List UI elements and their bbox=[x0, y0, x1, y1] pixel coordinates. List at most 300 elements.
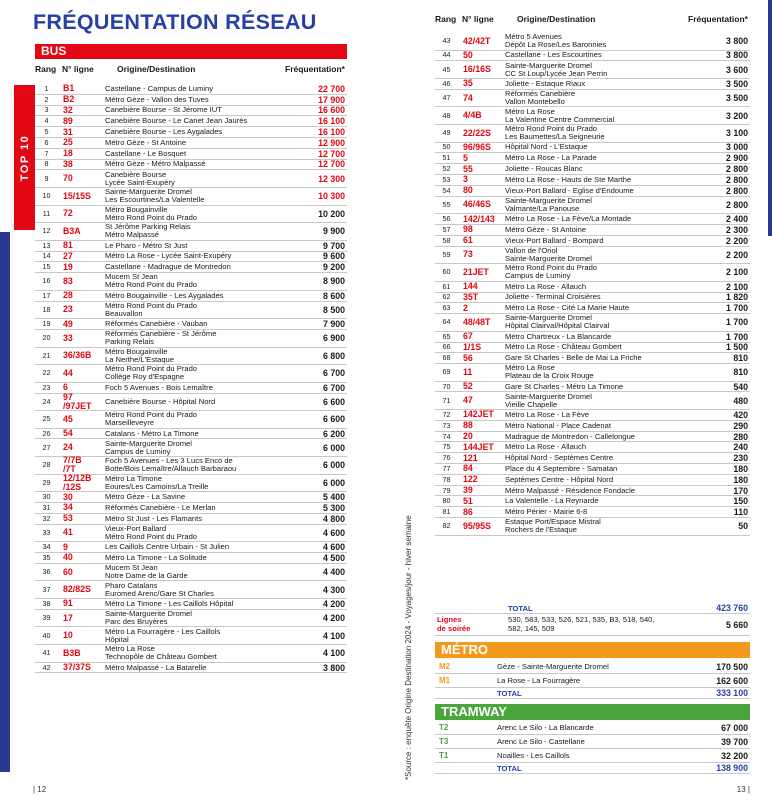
row-rank: 27 bbox=[42, 442, 51, 452]
row-origin-destination: Mucem St Jean Notre Dame de la Garde bbox=[105, 563, 188, 581]
row-rank: 53 bbox=[442, 174, 451, 184]
row-origin-destination: Sainte-Marguerite Dromel Les Escourtines/La Valentelle bbox=[105, 187, 205, 205]
soiree-value: 5 660 bbox=[725, 619, 748, 630]
table-row bbox=[35, 330, 347, 348]
row-rank: 45 bbox=[442, 64, 451, 74]
row-line-number: 88 bbox=[463, 420, 473, 431]
row-line-number: 142JET bbox=[463, 409, 494, 420]
row-frequentation: 12 300 bbox=[318, 173, 345, 184]
row-line-number: 53 bbox=[63, 513, 73, 524]
row-line-number: B2 bbox=[63, 94, 75, 105]
row-origin-destination: Métro La Rose - Hauts de Ste Marthe bbox=[505, 174, 632, 184]
row-frequentation: 230 bbox=[733, 453, 748, 464]
row-origin-destination: Métro Gèze - St Antoine bbox=[505, 224, 587, 234]
soiree-label: Lignes de soirée bbox=[437, 615, 471, 633]
row-frequentation: 6 900 bbox=[322, 333, 345, 344]
row-line-number: 33 bbox=[63, 332, 73, 343]
table-row bbox=[35, 492, 347, 503]
row-line-number: 1/1S bbox=[463, 341, 482, 352]
row-origin-destination: Madrague de Montredon - Callelongue bbox=[505, 431, 636, 441]
row-rank: 30 bbox=[42, 492, 51, 502]
row-origin-destination: Métro National - Place Cadenat bbox=[505, 420, 611, 430]
row-frequentation: 3 800 bbox=[725, 36, 748, 47]
row-frequentation: 3 800 bbox=[322, 662, 345, 673]
row-origin-destination: Joliette - Terminal Croisières bbox=[505, 292, 601, 302]
table-row bbox=[435, 421, 750, 432]
row-line-number: 15/15S bbox=[63, 190, 91, 201]
row-rank: 64 bbox=[442, 317, 451, 327]
row-frequentation: 2 900 bbox=[725, 153, 748, 164]
table-row bbox=[435, 410, 750, 421]
row-origin-destination: Castellane - Madrague de Montredon bbox=[105, 262, 231, 272]
row-frequentation: 1 700 bbox=[725, 331, 748, 342]
row-origin-destination: Sainte-Marguerite Dromel Hôpital Clairval/Hôpital Clairval bbox=[505, 313, 610, 331]
row-line-number: 20 bbox=[463, 431, 473, 442]
row-origin-destination: Les Caillols Centre Urbain - St Julien bbox=[105, 542, 230, 552]
row-origin-destination: Hôpital Nord - L'Estaque bbox=[505, 142, 588, 152]
soiree-lines: 530, 583, 533, 526, 521, 535, B3, 518, 540, 582, 145, 509 bbox=[508, 615, 655, 633]
row-rank: 35 bbox=[42, 552, 51, 562]
row-origin-destination: Vallon de l'Oriol Sainte-Marguerite Dromel bbox=[505, 245, 592, 263]
row-origin-destination: Métro St Just - Les Flamants bbox=[105, 513, 203, 523]
table-row bbox=[435, 107, 750, 125]
row-line-number: 144 bbox=[463, 281, 478, 292]
row-rank: 29 bbox=[42, 477, 51, 487]
row-line-number: 25 bbox=[63, 137, 73, 148]
row-origin-destination: Le Pharo - Métro St Just bbox=[105, 240, 188, 250]
row-frequentation: 810 bbox=[733, 353, 748, 364]
row-line-number: 27 bbox=[63, 250, 73, 261]
table-row bbox=[35, 170, 347, 188]
table-row bbox=[435, 197, 750, 215]
row-line-number: 40 bbox=[63, 552, 73, 563]
row-line-number: 95/95S bbox=[463, 520, 491, 531]
row-frequentation: 9 900 bbox=[322, 226, 345, 237]
row-line-number: 96/96S bbox=[463, 141, 491, 152]
table-row bbox=[435, 225, 750, 236]
total-label: TOTAL bbox=[497, 763, 522, 773]
row-origin-destination: Métro La Rose Technopôle de Château Gombert bbox=[105, 644, 217, 662]
table-row bbox=[35, 160, 347, 171]
row-frequentation: 162 600 bbox=[716, 675, 748, 686]
metro-section-header: MÉTRO bbox=[435, 642, 750, 658]
row-frequentation: 39 700 bbox=[721, 736, 748, 747]
row-origin-destination: Métro La Rose La Valentine Centre Commercial bbox=[505, 106, 615, 124]
bus-summary bbox=[435, 603, 750, 636]
row-frequentation: 10 300 bbox=[318, 191, 345, 202]
table-row bbox=[35, 645, 347, 663]
table-row bbox=[35, 106, 347, 117]
header-rang: Rang bbox=[35, 64, 57, 74]
row-line-number: 3 bbox=[463, 174, 468, 185]
row-rank: 52 bbox=[442, 164, 451, 174]
row-origin-destination: Arenc Le Silo - Castellane bbox=[497, 737, 585, 746]
table-row bbox=[435, 749, 750, 763]
row-line-number: 142/143 bbox=[463, 213, 495, 224]
row-origin-destination: Castellane - Les Escourtines bbox=[505, 50, 602, 60]
header-rang: Rang bbox=[435, 14, 457, 24]
row-rank: 7 bbox=[44, 148, 49, 158]
row-line-number: 9 bbox=[63, 541, 68, 552]
row-frequentation: 4 200 bbox=[322, 598, 345, 609]
left-edge-band bbox=[0, 232, 10, 772]
right-edge-band bbox=[768, 0, 772, 236]
row-frequentation: 1 700 bbox=[725, 303, 748, 314]
table-row bbox=[435, 382, 750, 393]
row-rank: 20 bbox=[42, 333, 51, 343]
row-frequentation: 2 200 bbox=[725, 235, 748, 246]
row-frequentation: 17 900 bbox=[318, 94, 345, 105]
row-frequentation: 280 bbox=[733, 431, 748, 442]
row-frequentation: 4 100 bbox=[322, 630, 345, 641]
table-row bbox=[35, 472, 347, 493]
row-origin-destination: Réformés Canebière - St Jérôme Parking Relais bbox=[105, 329, 217, 347]
row-origin-destination: Sainte-Marguerite Dromel Vieille Chapelle bbox=[505, 391, 592, 409]
row-line-number: 34 bbox=[63, 502, 73, 513]
row-rank: 49 bbox=[442, 128, 451, 138]
row-line-number: 72 bbox=[63, 208, 73, 219]
row-frequentation: 5 400 bbox=[322, 492, 345, 503]
row-line-number: 121 bbox=[463, 452, 478, 463]
header-od: Origine/Destination bbox=[117, 64, 196, 74]
row-line-number: 5 bbox=[463, 152, 468, 163]
row-line-number: 122 bbox=[463, 474, 478, 485]
row-frequentation: 420 bbox=[733, 409, 748, 420]
row-origin-destination: Foch 5 Avenues - Bois Lemaître bbox=[105, 382, 213, 392]
row-line-number: 61 bbox=[463, 235, 473, 246]
row-rank: 46 bbox=[442, 78, 451, 88]
row-origin-destination: La Rose - La Fourragère bbox=[497, 676, 581, 685]
row-line-number: 39 bbox=[463, 485, 473, 496]
top10-label: TOP 10 bbox=[18, 134, 31, 181]
row-origin-destination: Métro La Timone Eoures/Les Camoins/La Treille bbox=[105, 473, 209, 491]
table-row bbox=[435, 314, 750, 332]
table-row bbox=[435, 343, 750, 354]
table-row bbox=[35, 252, 347, 263]
row-line-number: 38 bbox=[63, 158, 73, 169]
bus-section-header: BUS bbox=[35, 44, 347, 59]
row-frequentation: 290 bbox=[733, 420, 748, 431]
row-rank: 74 bbox=[442, 431, 451, 441]
row-origin-destination: Joliette - Roucas Blanc bbox=[505, 164, 583, 174]
row-rank: 4 bbox=[44, 116, 49, 126]
row-frequentation: 2 800 bbox=[725, 185, 748, 196]
row-rank: 32 bbox=[42, 513, 51, 523]
row-rank: 79 bbox=[442, 485, 451, 495]
table-row bbox=[435, 735, 750, 749]
table-row bbox=[435, 496, 750, 507]
row-origin-destination: Métro La Fourragère - Les Caillols Hôpital bbox=[105, 626, 221, 644]
row-rank: 1 bbox=[44, 83, 49, 93]
table-row bbox=[35, 95, 347, 106]
row-origin-destination: Canebière Bourse Lycée Saint-Exupéry bbox=[105, 169, 175, 187]
row-frequentation: 9 600 bbox=[322, 251, 345, 262]
row-rank: 73 bbox=[442, 420, 451, 430]
row-frequentation: 6 700 bbox=[322, 368, 345, 379]
table-row bbox=[35, 273, 347, 291]
row-origin-destination: Métro Gèze - La Savine bbox=[105, 492, 186, 502]
row-rank: 34 bbox=[42, 542, 51, 552]
table-row bbox=[435, 293, 750, 304]
row-rank: 48 bbox=[442, 110, 451, 120]
table-row bbox=[35, 127, 347, 138]
row-rank: 22 bbox=[42, 368, 51, 378]
row-line-number: 49 bbox=[63, 318, 73, 329]
header-ligne: N° ligne bbox=[462, 14, 494, 24]
table-row bbox=[435, 236, 750, 247]
row-line-number: B3A bbox=[63, 225, 81, 236]
row-rank: 31 bbox=[42, 502, 51, 512]
row-frequentation: 2 400 bbox=[725, 214, 748, 225]
row-frequentation: 4 100 bbox=[322, 648, 345, 659]
row-line-number: 97 /97JET bbox=[63, 391, 92, 411]
row-origin-destination: Place du 4 Septembre - Samatan bbox=[505, 463, 618, 473]
row-rank: 57 bbox=[442, 224, 451, 234]
row-frequentation: 8 500 bbox=[322, 304, 345, 315]
row-origin-destination: Catalans - Métro La Timone bbox=[105, 428, 199, 438]
row-rank: 50 bbox=[442, 142, 451, 152]
row-rank: 55 bbox=[442, 199, 451, 209]
table-row bbox=[35, 610, 347, 628]
row-line-number: 50 bbox=[463, 49, 473, 60]
row-line-number: 21JET bbox=[463, 266, 489, 277]
table-row bbox=[35, 116, 347, 127]
table-row bbox=[435, 51, 750, 62]
row-rank: 42 bbox=[42, 662, 51, 672]
row-line-number: 81 bbox=[63, 240, 73, 251]
row-rank: 82 bbox=[442, 521, 451, 531]
table-row bbox=[435, 518, 750, 536]
row-line-number: 10 bbox=[63, 630, 73, 641]
table-row bbox=[35, 149, 347, 160]
row-frequentation: 5 300 bbox=[322, 502, 345, 513]
row-line-number: 42/42T bbox=[463, 35, 491, 46]
row-line-number: 32 bbox=[63, 104, 73, 115]
row-origin-destination: Castellane - Campus de Luminy bbox=[105, 83, 214, 93]
row-origin-destination: Sainte-Marguerite Dromel CC St Loup/Lycée Jean Perrin bbox=[505, 60, 608, 78]
row-frequentation: 1 500 bbox=[725, 342, 748, 353]
table-row bbox=[35, 581, 347, 599]
row-line-number: 80 bbox=[463, 185, 473, 196]
row-rank: 63 bbox=[442, 303, 451, 313]
row-origin-destination: Arenc Le Silo - La Blancarde bbox=[497, 723, 594, 732]
row-frequentation: 170 500 bbox=[716, 661, 748, 672]
table-row bbox=[35, 188, 347, 206]
row-line-number: 60 bbox=[63, 566, 73, 577]
row-rank: 81 bbox=[442, 507, 451, 517]
row-origin-destination: Sainte-Marguerite Dromel Valmante/La Panouse bbox=[505, 195, 592, 213]
row-line-number: 47 bbox=[463, 395, 473, 406]
row-origin-destination: Castellane - Le Bosquet bbox=[105, 148, 187, 158]
row-origin-destination: Métro La Timone - La Solitude bbox=[105, 552, 207, 562]
row-origin-destination: Métro La Rose - Cité La Marie Haute bbox=[505, 303, 630, 313]
row-frequentation: 3 500 bbox=[725, 78, 748, 89]
table-row bbox=[435, 364, 750, 382]
row-line-number: 89 bbox=[63, 115, 73, 126]
row-line-number: 23 bbox=[63, 304, 73, 315]
row-rank: 77 bbox=[442, 463, 451, 473]
row-line-number: 18 bbox=[63, 148, 73, 159]
row-frequentation: 16 100 bbox=[318, 116, 345, 127]
row-line-number: M2 bbox=[439, 662, 451, 671]
row-origin-destination: St Jérôme Parking Relais Métro Malpassé bbox=[105, 222, 191, 240]
bus-total-label: TOTAL bbox=[508, 603, 533, 613]
row-origin-destination: Métro La Rose - La Parade bbox=[505, 153, 597, 163]
row-origin-destination: Métro Bougainville - Les Aygalades bbox=[105, 290, 224, 300]
right-table-header bbox=[435, 14, 750, 26]
row-line-number: 67 bbox=[463, 331, 473, 342]
row-rank: 66 bbox=[442, 342, 451, 352]
page-number-right: 13 | bbox=[736, 785, 750, 794]
row-frequentation: 240 bbox=[733, 442, 748, 453]
row-frequentation: 67 000 bbox=[721, 722, 748, 733]
metro-table bbox=[435, 660, 750, 699]
row-line-number: 6 bbox=[63, 382, 68, 393]
row-rank: 26 bbox=[42, 428, 51, 438]
row-rank: 15 bbox=[42, 262, 51, 272]
row-line-number: T3 bbox=[439, 737, 449, 746]
header-od: Origine/Destination bbox=[517, 14, 596, 24]
row-rank: 13 bbox=[42, 240, 51, 250]
row-rank: 56 bbox=[442, 214, 451, 224]
row-rank: 78 bbox=[442, 474, 451, 484]
row-origin-destination: Métro Rond Point du Prado Campus de Luminy bbox=[505, 263, 598, 281]
row-line-number: 56 bbox=[463, 352, 473, 363]
row-origin-destination: Métro La Rose Plateau de la Croix Rouge bbox=[505, 363, 594, 381]
table-row bbox=[435, 303, 750, 314]
row-line-number: 83 bbox=[63, 275, 73, 286]
row-origin-destination: Vieux-Port Ballard Métro Rond Point du Prado bbox=[105, 523, 198, 541]
row-frequentation: 1 700 bbox=[725, 317, 748, 328]
row-line-number: 19 bbox=[63, 261, 73, 272]
table-row bbox=[435, 453, 750, 464]
row-line-number: 73 bbox=[463, 249, 473, 260]
row-frequentation: 6 600 bbox=[322, 414, 345, 425]
row-line-number: 144JET bbox=[463, 441, 494, 452]
row-frequentation: 810 bbox=[733, 367, 748, 378]
row-rank: 8 bbox=[44, 159, 49, 169]
row-frequentation: 4 200 bbox=[322, 613, 345, 624]
row-origin-destination: Réformés Canebière - Le Merlan bbox=[105, 502, 216, 512]
row-frequentation: 2 100 bbox=[725, 281, 748, 292]
row-line-number: 22/22S bbox=[463, 127, 491, 138]
row-rank: 38 bbox=[42, 598, 51, 608]
header-freq: Fréquentation* bbox=[285, 64, 345, 74]
row-line-number: 55 bbox=[463, 163, 473, 174]
row-rank: 40 bbox=[42, 630, 51, 640]
row-origin-destination: Métro La Rose - Allauch bbox=[505, 442, 587, 452]
row-frequentation: 110 bbox=[733, 507, 748, 518]
row-frequentation: 2 800 bbox=[725, 164, 748, 175]
row-frequentation: 4 600 bbox=[322, 527, 345, 538]
table-row bbox=[435, 264, 750, 282]
row-frequentation: 12 700 bbox=[318, 148, 345, 159]
table-row bbox=[435, 153, 750, 164]
row-origin-destination: Métro Rond Point du Prado Les Baumettes/La Seigneurie bbox=[505, 124, 605, 142]
row-origin-destination: Métro Gèze - Vallon des Tuves bbox=[105, 94, 209, 104]
row-frequentation: 3 800 bbox=[725, 50, 748, 61]
row-origin-destination: Métro Rond Point du Prado Collège Roy d'Espagne bbox=[105, 364, 198, 382]
row-origin-destination: Sainte-Marguerite Dromel Parc des Bruyères bbox=[105, 609, 192, 627]
table-row bbox=[435, 353, 750, 364]
row-origin-destination: Métro 5 Avenues Dépôt La Rose/Les Baronnies bbox=[505, 32, 607, 50]
row-line-number: T1 bbox=[439, 751, 449, 760]
table-row bbox=[435, 90, 750, 108]
table-row bbox=[435, 432, 750, 443]
row-line-number: 16/16S bbox=[463, 64, 491, 75]
row-rank: 3 bbox=[44, 105, 49, 115]
row-line-number: 45 bbox=[63, 413, 73, 424]
row-rank: 19 bbox=[42, 319, 51, 329]
row-frequentation: 150 bbox=[733, 496, 748, 507]
row-line-number: M1 bbox=[439, 676, 451, 685]
row-origin-destination: Gare St Charles - Belle de Mai La Friche bbox=[505, 353, 642, 363]
row-line-number: 41 bbox=[63, 527, 73, 538]
table-row bbox=[435, 464, 750, 475]
row-frequentation: 16 100 bbox=[318, 127, 345, 138]
row-frequentation: 22 700 bbox=[318, 83, 345, 94]
table-row bbox=[35, 138, 347, 149]
row-line-number: 70 bbox=[63, 173, 73, 184]
table-row bbox=[435, 125, 750, 143]
row-frequentation: 2 100 bbox=[725, 267, 748, 278]
table-row bbox=[435, 175, 750, 186]
row-line-number: 46/46S bbox=[463, 199, 491, 210]
bus-total-row bbox=[435, 603, 750, 614]
row-rank: 80 bbox=[442, 496, 451, 506]
table-row bbox=[435, 79, 750, 90]
row-line-number: 28 bbox=[63, 290, 73, 301]
row-frequentation: 6 000 bbox=[322, 460, 345, 471]
row-line-number: 44 bbox=[63, 367, 73, 378]
row-frequentation: 3 500 bbox=[725, 93, 748, 104]
row-origin-destination: Métro Rond Point du Prado Beauvallon bbox=[105, 300, 198, 318]
row-frequentation: 2 200 bbox=[725, 249, 748, 260]
tramway-table bbox=[435, 721, 750, 774]
row-frequentation: 50 bbox=[738, 521, 748, 532]
row-rank: 18 bbox=[42, 304, 51, 314]
row-rank: 14 bbox=[42, 251, 51, 261]
row-frequentation: 7 900 bbox=[322, 319, 345, 330]
total-value: 138 900 bbox=[716, 763, 748, 773]
row-frequentation: 9 200 bbox=[322, 262, 345, 273]
row-origin-destination: Canebière Bourse - Le Canet Jean Jaurès bbox=[105, 116, 248, 126]
row-frequentation: 4 800 bbox=[322, 513, 345, 524]
row-line-number: 37/37S bbox=[63, 662, 91, 672]
table-row bbox=[435, 392, 750, 410]
table-row bbox=[435, 186, 750, 197]
table-row bbox=[35, 439, 347, 457]
row-line-number: 51 bbox=[463, 495, 473, 506]
row-rank: 24 bbox=[42, 396, 51, 406]
row-line-number: 52 bbox=[463, 381, 473, 392]
row-origin-destination: Métro Périer - Mairie 6-8 bbox=[505, 507, 588, 517]
row-line-number: 12/12B /12S bbox=[63, 472, 92, 492]
row-frequentation: 32 200 bbox=[721, 750, 748, 761]
row-origin-destination: Mucem St Jean Métro Rond Point du Prado bbox=[105, 272, 198, 290]
row-frequentation: 4 600 bbox=[322, 542, 345, 553]
row-origin-destination: Métro La Rose - La Fève bbox=[505, 409, 589, 419]
row-rank: 71 bbox=[442, 395, 451, 405]
table-row bbox=[35, 429, 347, 440]
row-line-number: 35T bbox=[463, 291, 479, 302]
row-rank: 75 bbox=[442, 442, 451, 452]
table-row bbox=[35, 525, 347, 543]
table-row bbox=[35, 411, 347, 429]
table-row bbox=[435, 674, 750, 688]
table-row bbox=[35, 627, 347, 645]
row-line-number: 11 bbox=[463, 366, 473, 377]
